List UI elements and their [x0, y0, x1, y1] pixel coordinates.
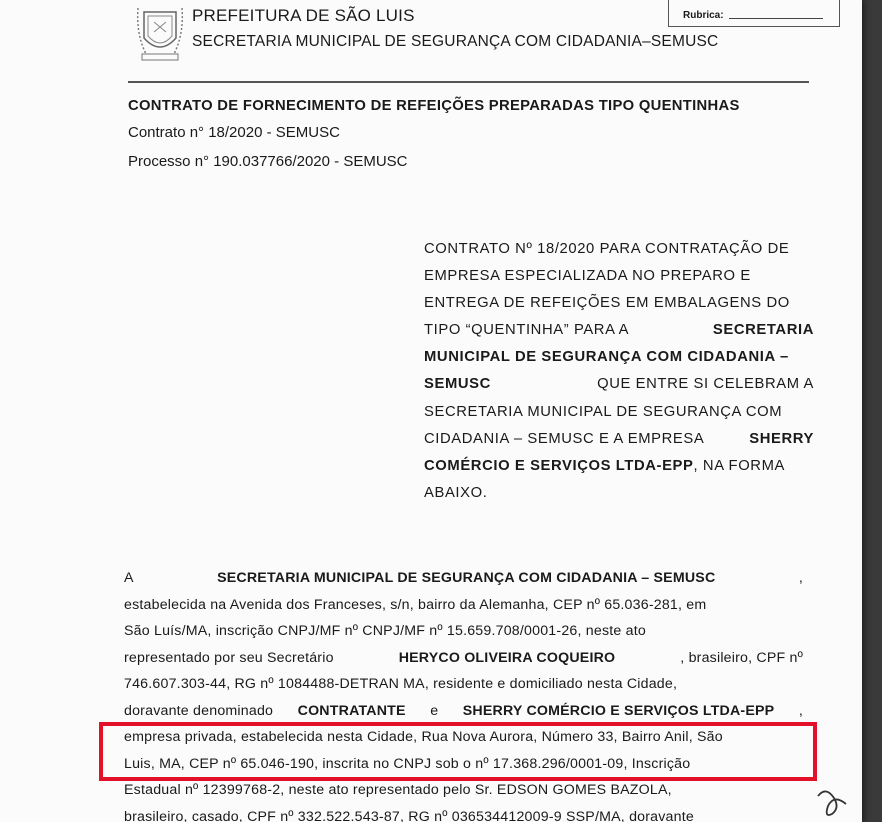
body-text: doravante denominado: [124, 702, 274, 719]
body-line: [124, 698, 803, 725]
body-line: empresa privada, estabelecida nesta Cidade, Rua Nova Aurora, Número 33, Bairro Anil, São: [124, 729, 723, 745]
summary-text: QUE ENTRE SI CELEBRAM A: [597, 376, 814, 393]
body-text: , brasileiro, CPF nº: [680, 649, 803, 666]
secretary-name: HERYCO OLIVEIRA COQUEIRO: [398, 649, 616, 666]
body-line: brasileiro, casado, CPF nº 332.522.543-87, RG nº 036534412009-9 SSP/MA, doravante: [124, 808, 694, 822]
contract-title: CONTRATO DE FORNECIMENTO DE REFEIÇÕES PREPARADAS TIPO QUENTINHAS: [128, 98, 740, 114]
body-line: Estadual nº 12399768-2, neste ato representado pelo Sr. EDSON GOMES BAZOLA,: [124, 782, 672, 798]
summary-emphasis: COMÉRCIO E SERVIÇOS LTDA-EPP: [424, 457, 694, 474]
summary-text: , NA FORMA: [693, 457, 785, 474]
contract-summary: [424, 236, 814, 507]
rubrica-label: Rubrica:: [683, 10, 724, 21]
body-text: A: [124, 570, 134, 586]
party-name: SECRETARIA MUNICIPAL DE SEGURANÇA COM CIDADANIA – SEMUSC: [217, 570, 716, 586]
summary-line: [424, 453, 814, 480]
rubrica-box: [668, 0, 840, 27]
contract-body: [124, 565, 803, 822]
summary-emphasis: SHERRY: [749, 430, 814, 447]
body-line: Luis, MA, CEP nº 65.046-190, inscrita no CNPJ sob o nº 17.368.296/0001-09, Inscrição: [124, 755, 691, 772]
summary-line: [424, 317, 814, 344]
summary-line: ABAIXO.: [424, 484, 488, 501]
summary-emphasis: MUNICIPAL DE SEGURANÇA COM CIDADANIA –: [424, 349, 789, 366]
body-text: representado por seu Secretário: [124, 649, 334, 666]
rubrica-signature-line: [729, 18, 823, 19]
body-text: ,: [798, 570, 803, 586]
body-line: São Luís/MA, inscrição CNPJ/MF nº CNPJ/MF nº 15.659.708/0001-26, neste ato: [124, 623, 646, 639]
body-line: [124, 645, 803, 672]
company-name: SHERRY COMÉRCIO E SERVIÇOS LTDA-EPP: [462, 702, 775, 719]
organization-name: PREFEITURA DE SÃO LUIS: [192, 6, 415, 25]
body-line: estabelecida na Avenida dos Franceses, s/n, bairro da Alemanha, CEP nº 65.036-281, em: [124, 596, 707, 613]
summary-line: [424, 426, 814, 453]
body-text: ,: [798, 702, 803, 719]
contract-number: Contrato n° 18/2020 - SEMUSC: [128, 124, 340, 141]
summary-line: SECRETARIA MUNICIPAL DE SEGURANÇA COM: [424, 403, 783, 420]
body-text: e: [430, 702, 439, 719]
contratante-label: CONTRATANTE: [297, 702, 406, 719]
coat-of-arms-icon: [134, 4, 186, 64]
process-number: Processo n° 190.037766/2020 - SEMUSC: [128, 153, 408, 170]
summary-line: CONTRATO Nº 18/2020 PARA CONTRATAÇÃO DE: [424, 241, 790, 257]
summary-line: EMPRESA ESPECIALIZADA NO PREPARO E: [424, 268, 751, 285]
summary-emphasis: SEMUSC: [424, 376, 491, 393]
body-line: [124, 565, 803, 592]
summary-line: [424, 371, 814, 398]
signature-mark: [812, 784, 852, 822]
organization-department: SECRETARIA MUNICIPAL DE SEGURANÇA COM CIDADANIA–SEMUSC: [192, 33, 719, 50]
body-line: 746.607.303-44, RG nº 1084488-DETRAN MA, residente e domiciliado nesta Cidade,: [124, 676, 678, 692]
summary-line: ENTREGA DE REFEIÇÕES EM EMBALAGENS DO: [424, 295, 790, 312]
summary-line: [424, 344, 814, 371]
highlight-annotation: [99, 722, 817, 781]
summary-text: TIPO “QUENTINHA” PARA A: [424, 322, 630, 339]
header-divider: [128, 81, 809, 83]
summary-emphasis: SECRETARIA: [712, 322, 814, 339]
summary-text: CIDADANIA – SEMUSC E A EMPRESA: [424, 430, 705, 447]
